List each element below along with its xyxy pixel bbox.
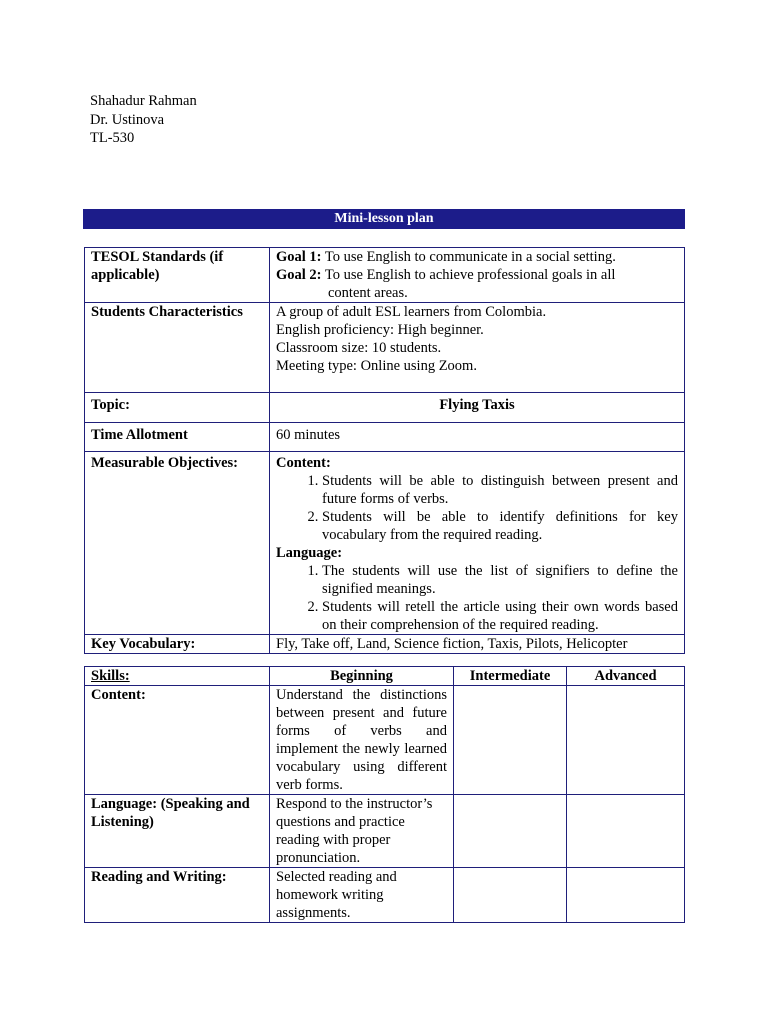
beginning-header: Beginning [270,667,454,686]
goal1-label: Goal 1: [276,249,322,265]
language-skill-label: Language: (Speaking and Listening) [85,795,270,868]
time-label: Time Allotment [85,423,270,452]
instructor-name: Dr. Ustinova [90,111,165,128]
topic-label: Topic: [85,393,270,423]
skills-reading-row [85,868,685,923]
content-heading: Content: [276,455,331,471]
document-header [90,92,197,148]
students-line: Classroom size: 10 students. [276,340,442,356]
objectives-row [85,452,685,635]
skills-content-row [85,686,685,795]
skills-language-row [85,795,685,868]
standards-label: TESOL Standards (if applicable) [85,248,270,303]
vocabulary-value: Fly, Take off, Land, Science fiction, Taxis, Pilots, Helicopter [270,635,685,654]
standards-goals [270,248,685,303]
skills-header-row [85,667,685,686]
lesson-plan-banner: Mini-lesson plan [83,209,685,229]
reading-advanced [567,868,685,923]
list-item: 1. Students will be able to distinguish between present and future forms of verbs. [322,472,678,508]
intermediate-header: Intermediate [454,667,567,686]
topic-row [85,393,685,423]
content-skill-label: Content: [85,686,270,795]
students-line: Meeting type: Online using Zoom. [276,358,477,374]
objectives-label: Measurable Objectives: [85,452,270,635]
skills-header-label: Skills: [85,667,270,686]
students-details [270,303,685,393]
time-row [85,423,685,452]
goal2-text-line2: content areas. [328,285,408,301]
list-item: 2. Students will be able to identify definitions for key vocabulary from the required reading. [322,508,678,544]
goal2-label: Goal 2: [276,267,322,283]
students-line: English proficiency: High beginner. [276,322,484,338]
time-value: 60 minutes [270,423,685,452]
lesson-plan-table [84,247,685,654]
reading-skill-label: Reading and Writing: [85,868,270,923]
reading-intermediate [454,868,567,923]
topic-value: Flying Taxis [270,393,685,423]
content-beginning: Understand the distinctions between present and future forms of verbs and implement the newly learned vocabulary using different verb forms. [270,686,454,795]
content-intermediate [454,686,567,795]
reading-beginning: Selected reading and homework writing assignments. [270,868,454,923]
list-item: 2. Students will retell the article using their own words based on their comprehension of the required reading. [322,598,678,634]
author-name: Shahadur Rahman [90,93,197,109]
skills-table [84,666,685,923]
goal2-text-line1: To use English to achieve professional goals in all [324,267,616,283]
students-line: A group of adult ESL learners from Colombia. [276,304,547,320]
vocabulary-row [85,635,685,654]
language-beginning: Respond to the instructor’s questions and practice reading with proper pronunciation. [270,795,454,868]
standards-row [85,248,685,303]
goal1-text: To use English to communicate in a social setting. [324,249,616,265]
content-advanced [567,686,685,795]
content-objectives-list [276,472,678,544]
students-row [85,303,685,393]
objectives-details [270,452,685,635]
language-heading: Language: [276,545,343,561]
vocabulary-label: Key Vocabulary: [85,635,270,654]
language-intermediate [454,795,567,868]
advanced-header: Advanced [567,667,685,686]
list-item: 1. The students will use the list of signifiers to define the signified meanings. [322,562,678,598]
language-advanced [567,795,685,868]
students-label: Students Characteristics [85,303,270,393]
language-objectives-list [276,562,678,634]
course-code: TL-530 [90,130,135,146]
